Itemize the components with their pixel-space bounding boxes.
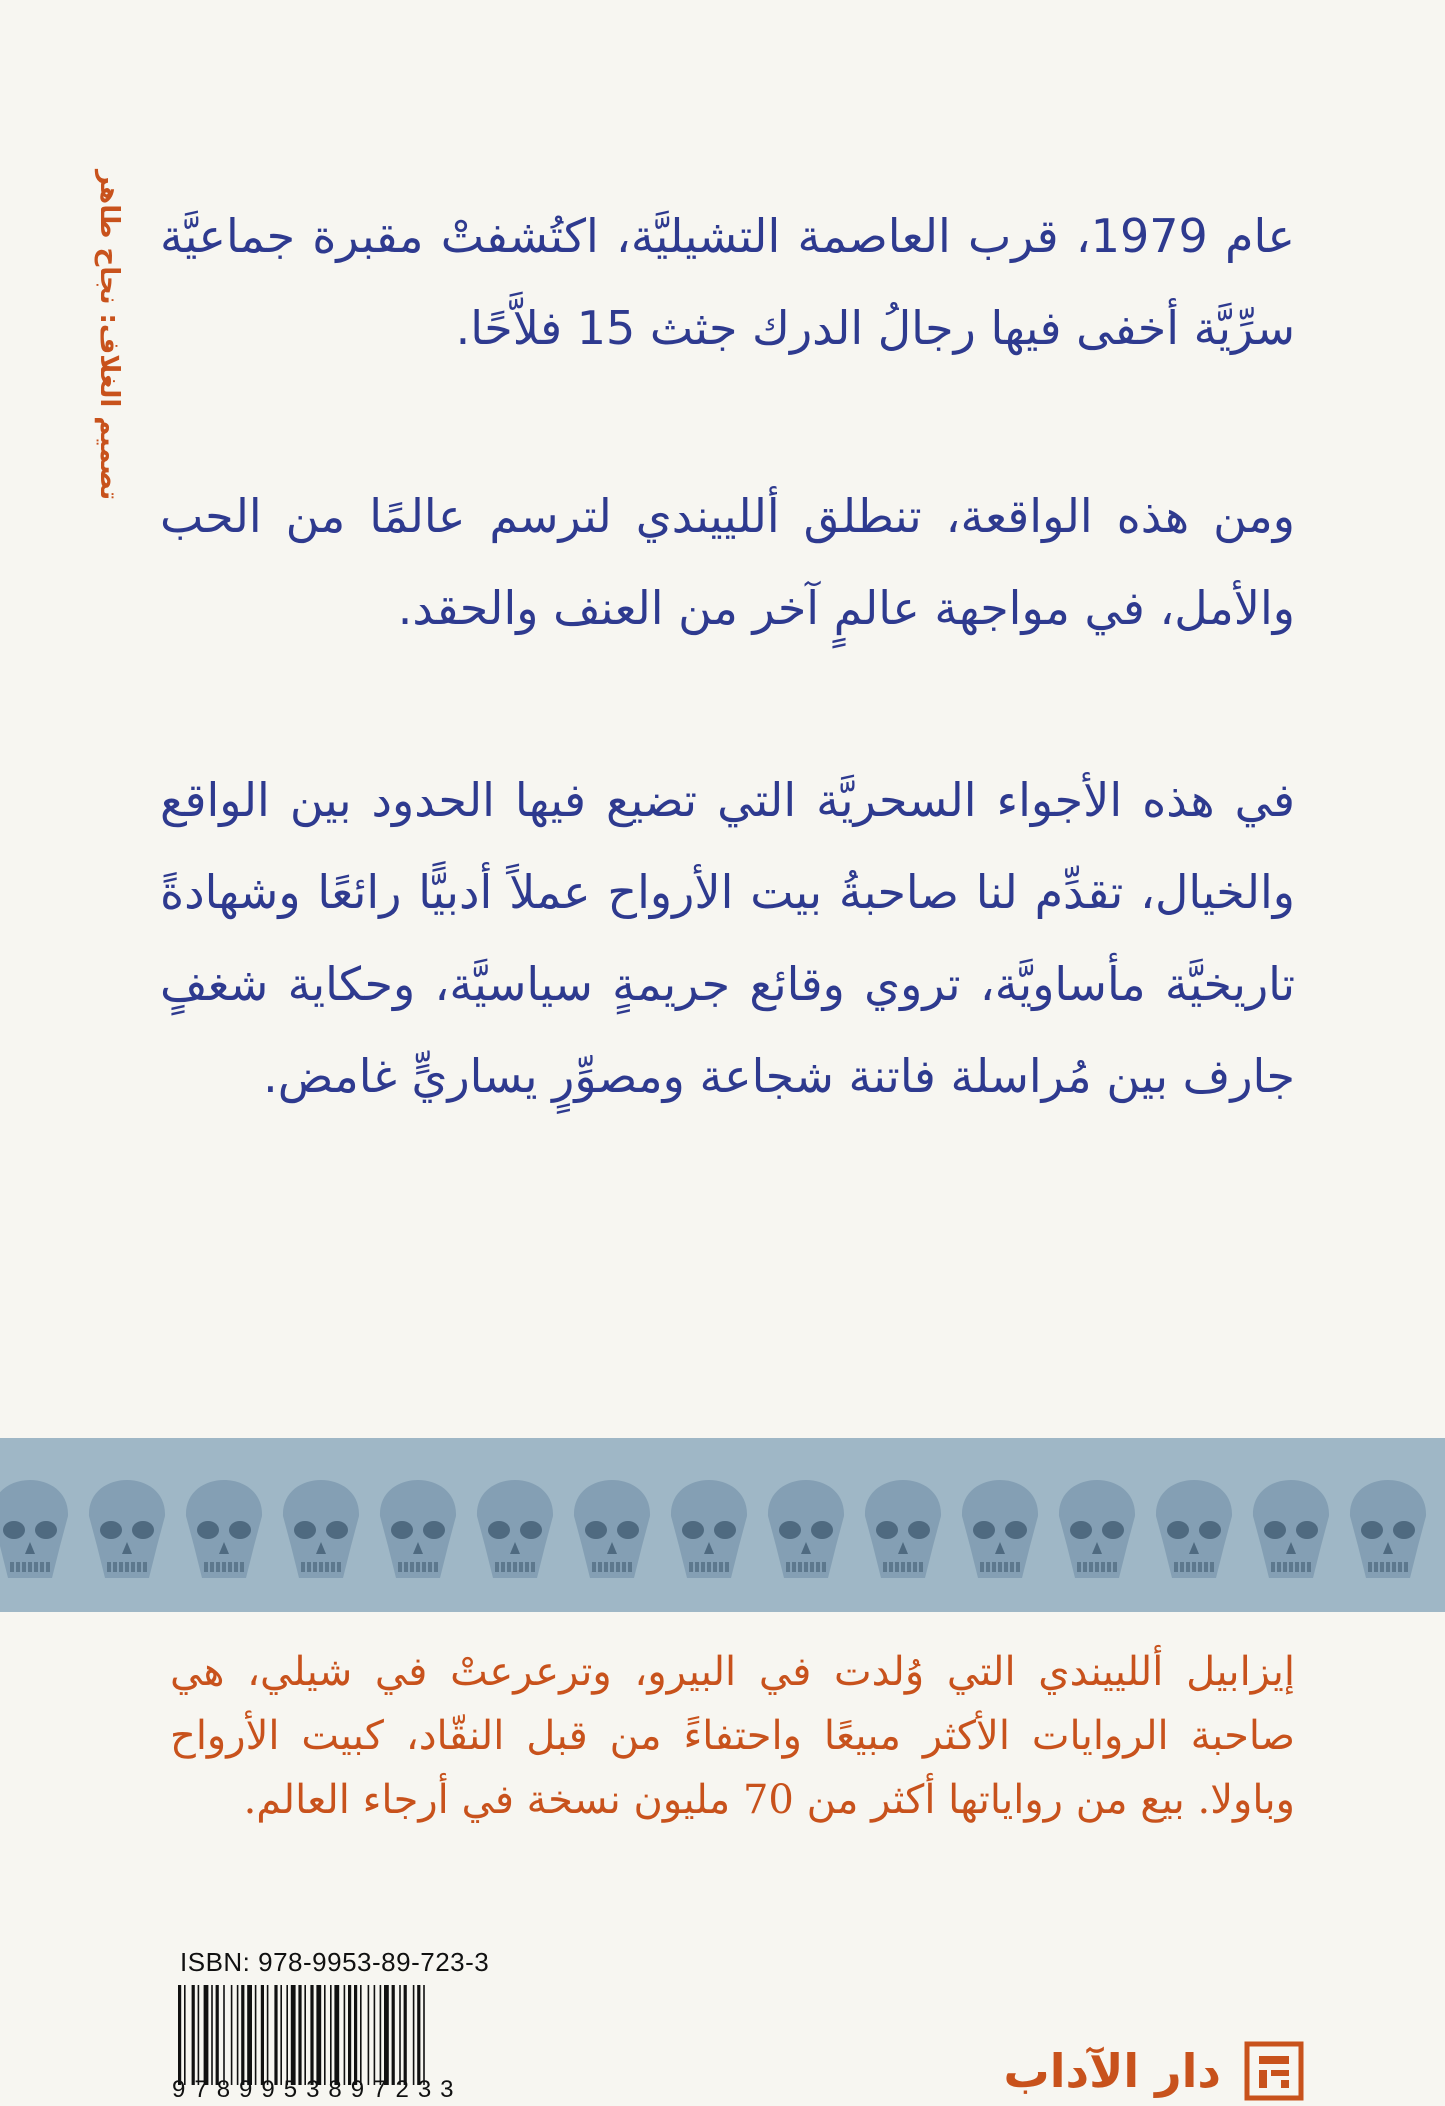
barcode-bar bbox=[310, 1985, 313, 2085]
barcode-bar bbox=[286, 1985, 288, 2085]
publisher-logo-icon bbox=[1243, 2040, 1305, 2102]
skull-icon bbox=[1156, 1480, 1232, 1578]
barcode-bar bbox=[231, 1985, 233, 2085]
barcode-bar bbox=[261, 1985, 264, 2085]
barcode-bar bbox=[380, 1985, 382, 2085]
barcode-bar bbox=[237, 1985, 239, 2085]
skull-icon bbox=[477, 1480, 553, 1578]
blurb bbox=[160, 190, 1295, 1122]
barcode-bar bbox=[399, 1985, 401, 2085]
blurb-paragraph-2: ومن هذه الواقعة، تنطلق أللييندي لترسم عالمًا من الحب والأمل، في مواجهة عالمٍ آخر من العنف والحقد. bbox=[160, 489, 1295, 635]
publisher-name: دار الآداب bbox=[1003, 2044, 1221, 2098]
barcode-bar bbox=[198, 1985, 200, 2085]
blurb-paragraph-3: في هذه الأجواء السحريَّة التي تضيع فيها الحدود بين الواقع والخيال، تقدِّم لنا صاحبةُ بيت الأرواح عملاً أدبيًّا رائعًا وشهادةً تاريخيَّة مأساويَّة، تروي وقائع جريمةٍ سياسيَّة، وحكاية شغفٍ جارف بين مُراسلة فاتنة شجاعة ومصوِّرٍ يساريٍّ غامض. bbox=[160, 773, 1295, 1103]
skull-icon bbox=[186, 1480, 262, 1578]
barcode-bar bbox=[304, 1985, 306, 2085]
barcode-bar bbox=[223, 1985, 225, 2085]
barcode-bar bbox=[267, 1985, 269, 2085]
skull-icon bbox=[0, 1480, 68, 1578]
barcode-image bbox=[178, 1985, 518, 2085]
barcode-bar bbox=[348, 1985, 351, 2085]
skull-icon bbox=[671, 1480, 747, 1578]
barcode-bar bbox=[241, 1985, 244, 2085]
barcode-digits: 9789953897233 bbox=[172, 2076, 463, 2103]
barcode-bar bbox=[316, 1985, 321, 2085]
barcode-bar bbox=[255, 1985, 257, 2085]
barcode-bar bbox=[368, 1985, 370, 2085]
barcode-bar bbox=[423, 1985, 425, 2085]
skull-icon bbox=[1350, 1480, 1426, 1578]
skull-icon bbox=[574, 1480, 650, 1578]
barcode-bar bbox=[417, 1985, 420, 2085]
barcode-bar bbox=[291, 1985, 296, 2085]
barcode-bar bbox=[384, 1985, 389, 2085]
skull-icon bbox=[89, 1480, 165, 1578]
publisher bbox=[1004, 2040, 1306, 2102]
skull-icon bbox=[865, 1480, 941, 1578]
barcode-bar bbox=[344, 1985, 346, 2085]
barcode-bar bbox=[392, 1985, 395, 2085]
skull-pattern-band bbox=[0, 1438, 1445, 1612]
barcode-bar bbox=[184, 1985, 186, 2085]
barcode-bar bbox=[404, 1985, 407, 2085]
barcode-bar bbox=[324, 1985, 326, 2085]
barcode-bar bbox=[274, 1985, 277, 2085]
isbn-label: ISBN: 978-9953-89-723-3 bbox=[180, 1947, 490, 1977]
barcode-bar bbox=[374, 1985, 376, 2085]
barcode-bar bbox=[334, 1985, 339, 2085]
barcode-bar bbox=[298, 1985, 301, 2085]
barcode-bar bbox=[204, 1985, 209, 2085]
skull-icon bbox=[962, 1480, 1038, 1578]
barcode-bar bbox=[216, 1985, 219, 2085]
barcode-bar bbox=[247, 1985, 252, 2085]
author-bio-text: إيزابيل أللييندي التي وُلدت في البيرو، وترعرعتْ في شيلي، هي صاحبة الروايات الأكثر مبيعًا واحتفاءً من قبل النقّاد، كبيت الأرواح وباولا. بيع من رواياتها أكثر من 70 مليون نسخة في أرجاء العالم. bbox=[170, 1649, 1295, 1823]
barcode-bar bbox=[413, 1985, 415, 2085]
author-bio bbox=[170, 1640, 1295, 1832]
barcode-bar bbox=[192, 1985, 195, 2085]
barcode-bar bbox=[280, 1985, 282, 2085]
skull-icon bbox=[768, 1480, 844, 1578]
barcode-bar bbox=[211, 1985, 213, 2085]
cover-design-credit: تصميم الغلاف: نجاح طاهر bbox=[94, 170, 124, 501]
blurb-paragraph-1: عام 1979، قرب العاصمة التشيليَّة، اكتُشفتْ مقبرة جماعيَّة سرِّيَّة أخفى فيها رجالُ الدرك جثث 15 فلاَّحًا. bbox=[160, 209, 1295, 355]
skull-icon bbox=[1059, 1480, 1135, 1578]
barcode-bar bbox=[178, 1985, 181, 2085]
barcode-bar bbox=[360, 1985, 362, 2085]
barcode-bar bbox=[354, 1985, 357, 2085]
skull-icon bbox=[283, 1480, 359, 1578]
barcode-bar bbox=[330, 1985, 332, 2085]
skull-icon bbox=[1253, 1480, 1329, 1578]
skull-icon bbox=[380, 1480, 456, 1578]
